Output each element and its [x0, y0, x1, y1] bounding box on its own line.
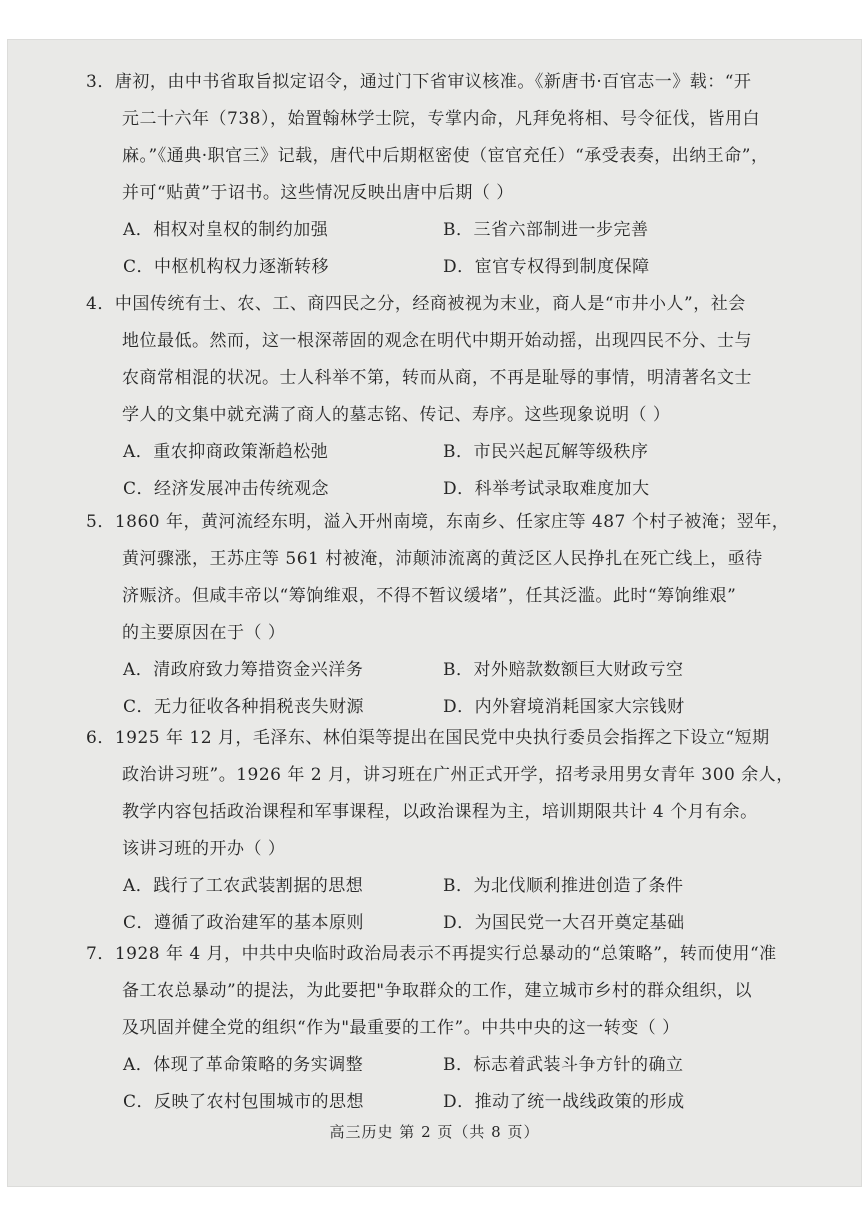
- question-6-line-2: 政治讲习班”。1926 年 2 月，讲习班在广州正式开学，招考录用男女青年 300 余人，: [122, 765, 794, 785]
- question-5-option-d[interactable]: D．内外窘境消耗国家大宗钱财: [443, 697, 685, 717]
- question-3-option-c[interactable]: C．中枢机构权力逐渐转移: [123, 257, 330, 277]
- question-4-option-a[interactable]: A．重农抑商政策渐趋松弛: [123, 442, 329, 462]
- question-6-line-4: 该讲习班的开办（ ）: [122, 839, 286, 859]
- question-5: [86, 504, 790, 726]
- question-6-option-b[interactable]: B．为北伐顺利推进创造了条件: [443, 876, 684, 896]
- question-5-option-c[interactable]: C．无力征收各种捐税丧失财源: [123, 697, 365, 717]
- question-5-line-4: 的主要原因在于（ ）: [122, 623, 286, 643]
- question-7-option-d[interactable]: D．推动了统一战线政策的形成: [443, 1092, 685, 1112]
- question-5-line-2: 黄河骤涨，王苏庄等 561 村被淹，沛颠沛流离的黄泛区人民挣扎在死亡线上，亟待: [122, 549, 763, 569]
- question-3-line-2: 元二十六年（738），始置翰林学士院，专掌内命，凡拜免将相、号令征伐，皆用白: [122, 109, 760, 129]
- question-6-option-d[interactable]: D．为国民党一大召开奠定基础: [443, 913, 685, 933]
- question-3-options: [86, 212, 786, 286]
- question-6-line-3: 教学内容包括政治课程和军事课程，以政治课程为主，培训期限共计 4 个月有余。: [122, 802, 758, 822]
- question-4-line-2: 地位最低。然而，这一根深蒂固的观念在明代中期开始动摇，出现四民不分、士与: [122, 331, 752, 351]
- page-footer: 高三历史 第 2 页（共 8 页）: [329, 1123, 540, 1141]
- question-5-line-3: 济赈济。但咸丰帝以“筹饷维艰，不得不暂议缓堵”，任其泛滥。此时“筹饷维艰”: [122, 586, 737, 606]
- question-4-option-b[interactable]: B．市民兴起瓦解等级秩序: [443, 442, 649, 462]
- question-6-line-1: 6．1925 年 12 月，毛泽东、林伯渠等提出在国民党中央执行委员会指挥之下设立“短期: [86, 728, 770, 748]
- question-3-line-3: 麻。”《通典·职官三》记载，唐代中后期枢密使（宦官充任）“承受表奏，出纳王命”，: [122, 146, 769, 166]
- question-6: [86, 720, 794, 942]
- exam-sheet: [8, 40, 861, 1186]
- question-4-line-1: 4．中国传统有士、农、工、商四民之分，经商被视为末业，商人是“市井小人”，社会: [86, 294, 746, 314]
- question-3-line-1: 3．唐初，由中书省取旨拟定诏令，通过门下省审议核准。《新唐书·百官志一》载：“开: [86, 72, 752, 92]
- question-4-option-d[interactable]: D．科举考试录取难度加大: [443, 479, 650, 499]
- question-7-option-b[interactable]: B．标志着武装斗争方针的确立: [443, 1055, 684, 1075]
- page-content: [8, 40, 861, 1186]
- question-6-options: [86, 868, 786, 942]
- question-7-line-2: 备工农总暴动”的提法，为此要把"争取群众的工作，建立城市乡村的群众组织，以: [122, 981, 753, 1001]
- question-7-option-c[interactable]: C．反映了农村包围城市的思想: [123, 1092, 365, 1112]
- question-6-option-a[interactable]: A．践行了工农武装割据的思想: [123, 876, 364, 896]
- question-7-options: [86, 1047, 786, 1121]
- question-5-line-1: 5．1860 年，黄河流经东明，溢入开州南境，东南乡、任家庄等 487 个村子被淹；翌年，: [86, 512, 790, 532]
- question-3: [86, 64, 786, 286]
- question-3-line-4: 并可“贴黄”于诏书。这些情况反映出唐中后期（ ）: [122, 183, 514, 203]
- question-5-option-a[interactable]: A．清政府致力筹措资金兴洋务: [123, 660, 364, 680]
- question-4-options: [86, 434, 786, 508]
- question-7-line-3: 及巩固并健全党的组织“作为"最重要的工作”。中共中央的这一转变（ ）: [122, 1018, 680, 1038]
- question-3-option-d[interactable]: D．宦官专权得到制度保障: [443, 257, 650, 277]
- question-5-option-b[interactable]: B．对外赔款数额巨大财政亏空: [443, 660, 684, 680]
- question-7: [86, 936, 786, 1121]
- question-4-line-4: 学人的文集中就充满了商人的墓志铭、传记、寿序。这些现象说明（ ）: [122, 405, 671, 425]
- question-4: [86, 286, 786, 508]
- question-6-option-c[interactable]: C．遵循了政治建军的基本原则: [123, 913, 365, 933]
- question-7-option-a[interactable]: A．体现了革命策略的务实调整: [123, 1055, 364, 1075]
- question-4-option-c[interactable]: C．经济发展冲击传统观念: [123, 479, 330, 499]
- question-7-line-1: 7．1928 年 4 月，中共中央临时政治局表示不再提实行总暴动的“总策略”，转而使用“准: [86, 944, 777, 964]
- question-5-options: [86, 652, 786, 726]
- question-3-option-b[interactable]: B．三省六部制进一步完善: [443, 220, 649, 240]
- question-4-line-3: 农商常相混的状况。士人科举不第，转而从商，不再是耻辱的事情，明清著名文士: [122, 368, 752, 388]
- question-3-option-a[interactable]: A．相权对皇权的制约加强: [123, 220, 329, 240]
